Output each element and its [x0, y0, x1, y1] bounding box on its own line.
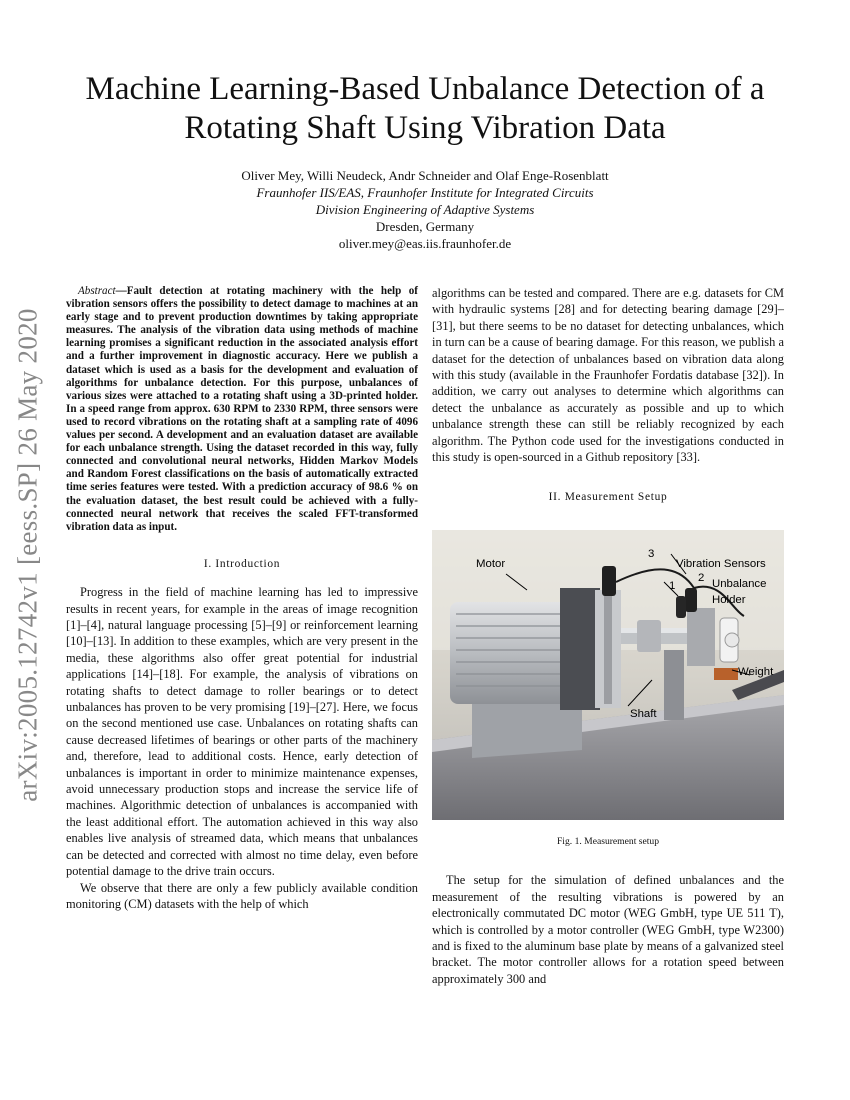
- setup-paragraph-1: The setup for the simulation of defined unbalances and the measurement of the resulting vibrations is powered by an electronically commutated DC motor (WEG GmbH, type UE 511 T), which is controlled by a motor controller (WEG GmbH, type W2300) and is fixed to the aluminum base plate by means of a galvanized steel bracket. The motor controller allows for a rotation speed between approximately 300 and: [432, 873, 784, 986]
- paper-title: Machine Learning-Based Unbalance Detection of a Rotating Shaft Using Vibration Data: [85, 71, 765, 146]
- section-heading-measurement-setup: II. Measurement Setup: [548, 491, 668, 504]
- intro-paragraph-2: We observe that there are only a few publicly available condition monitoring (CM) datasets with the help of which: [66, 880, 418, 911]
- intro-paragraph-1: Progress in the field of machine learning has led to impressive results in recent years, for example in the areas of image recognition [1]–[4], natural language processing [5]–[9] or reinforcement learning [10]–[13]. In addition to these examples, which are very present in the media, these algorithms also offer great potential for industrial applications [14]–[18]. For example, the analysis of vibrations on rotating shafts to detect damage to roller bearings or to detect unbalances has proven to be very promising [19]–[27]. Here, we focus on the second mentioned use case. Unbalances on rotating shafts can cause decreased lifetimes of bearings or other parts of the machinery and, therefore, lead to additional costs. Hence, early detection of unbalances is important in order to minimize maintenance expenses, avoid unnecessary production stops and increase the service life of machines. Algorithmic detection of unbalances is accompanied with the least additional effort. The automation achieved in this way also enables live analysis of streamed data, which means that unbalances can be detected and corrected with almost no time delay, even before potential damage to the drive train occurs.: [66, 585, 418, 879]
- abstract-label: Abstract: [78, 285, 116, 297]
- sensor-1-icon: [676, 596, 686, 618]
- figure-caption: Fig. 1. Measurement setup: [556, 835, 660, 847]
- label-holder: Holder: [712, 593, 746, 606]
- affiliation-2: Division Engineering of Adaptive Systems: [315, 202, 535, 217]
- bearing-block: [687, 608, 715, 666]
- left-column: [66, 285, 418, 912]
- sensor-2-icon: [685, 588, 697, 612]
- label-motor: Motor: [476, 557, 506, 570]
- abstract: [66, 285, 418, 534]
- abstract-text: —Fault detection at rotating machinery with the help of vibration sensors offers the possibility to detect damage to machines at an early stage and to prevent production downtimes by taking appropriate measures. The analysis of the vibration data using methods of machine learning promises a significant reduction in the associated analysis effort and a further improvement in diagnostic accuracy. Here we publish a dataset which is used as a basis for the development and evaluation of algorithms for unbalance detection. For this purpose, unbalances of various sizes were attached to a rotating shaft using a 3D-printed holder. In a speed range from approx. 630 RPM to 2330 RPM, three sensors were used to record vibrations on the rotating shaft at a sampling rate of 4096 values per second. A development and an evaluation dataset are available for each unbalance strength. Using the dataset recorded in this way, fully connected and convolutional neural networks, Hidden Markov Models and Random Forest classifications on the basis of automatically extracted time series features were tested. With a prediction accuracy of 98.6 % on the evaluation dataset, the best result could be achieved with a fully-connected neural network that receives the scaled FFT-transformed vibration data as input.: [66, 285, 418, 533]
- section-heading-introduction: I. Introduction: [203, 557, 281, 570]
- setup-photo: [432, 530, 784, 820]
- label-vibration-sensors: Vibration Sensors: [676, 557, 766, 570]
- label-weight: Weight: [738, 665, 774, 678]
- motor-flange: [560, 588, 600, 710]
- label-sensor-2: 2: [698, 571, 705, 584]
- intro-paragraph-2-continued: algorithms can be tested and compared. There are e.g. datasets for CM with hydraulic systems [28] and for detecting bearing damage [29]–[31], but there seems to be no dataset for detecting unbalances, which in turn can be a cause of bearing damage. For this reason, we publish a dataset for the detection of unbalances based on vibration data along with this study (available in the Fraunhofer Fordatis database [32]). In addition, we carry out analyses to determine which algorithms can detect the unbalance as accurately as possible and up to which unbalance strength these can still be reliably recognized by each algorithm. The Python code used for the investigations conducted in this study is open-sourced in a Github repository [33].: [432, 286, 784, 465]
- email[interactable]: oliver.mey@eas.iis.fraunhofer.de: [338, 236, 512, 251]
- location: Dresden, Germany: [375, 219, 475, 234]
- right-column: [432, 285, 784, 987]
- weight: [714, 668, 738, 680]
- sensor-3-icon: [602, 566, 616, 596]
- label-sensor-3: 3: [648, 547, 655, 560]
- affiliation-1: Fraunhofer IIS/EAS, Fraunhofer Institute for Integrated Circuits: [256, 185, 594, 200]
- author-names: Oliver Mey, Willi Neudeck, Andr Schneider and Olaf Enge-Rosenblatt: [241, 168, 609, 183]
- figure-measurement-setup: [432, 530, 784, 820]
- label-shaft: Shaft: [630, 707, 657, 720]
- label-sensor-1: 1: [669, 579, 676, 592]
- label-unbalance: Unbalance: [712, 577, 767, 590]
- arxiv-stamp: arXiv:2005.12742v1 [eess.SP] 26 May 2020: [12, 308, 43, 802]
- author-block: [60, 167, 790, 252]
